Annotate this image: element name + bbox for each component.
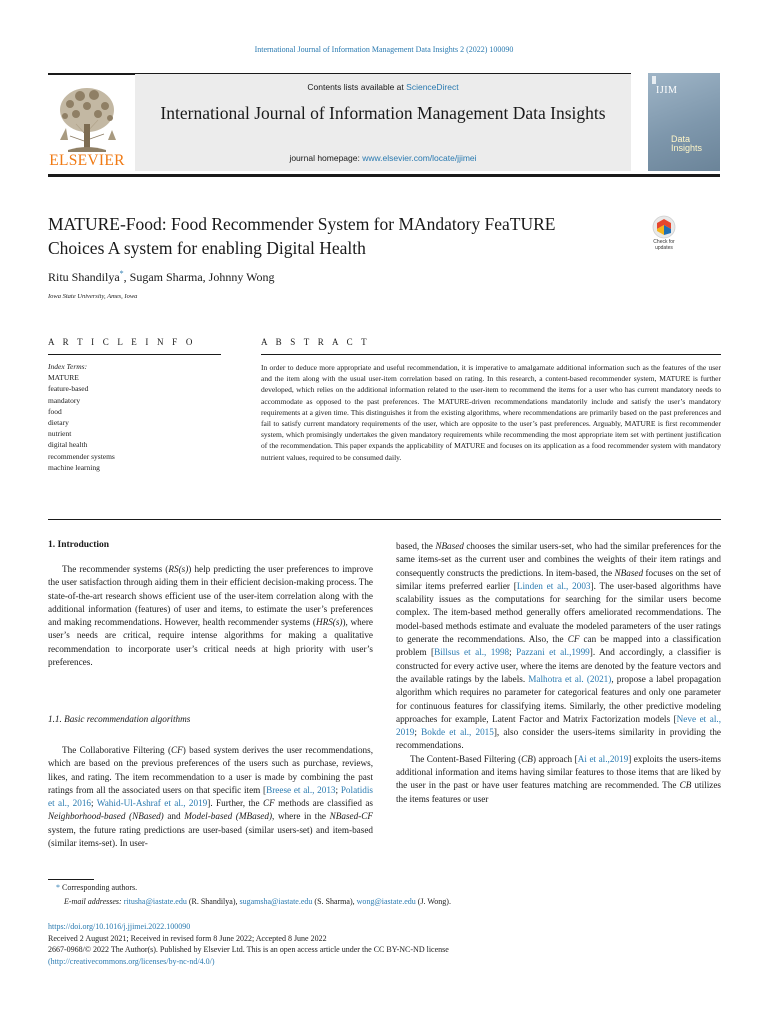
ref-link[interactable]: Billsus et al., 1998	[434, 647, 510, 658]
email-link[interactable]: sugamsha@iastate.edu	[239, 897, 313, 906]
contents-prefix: Contents lists available at	[307, 82, 404, 92]
term-nbased: NBased	[614, 567, 644, 578]
article-info-rule	[48, 354, 221, 355]
cover-publisher-mark	[652, 76, 656, 84]
term-cf: CF	[171, 745, 183, 755]
corresponding-author-note	[56, 883, 137, 892]
text-run: ] exploits the users-items additional information and items having similar features to those items that are liked by the user in the past or have user features matching are recommended. The	[396, 753, 721, 791]
cover-title-line-2: Insights	[671, 143, 703, 153]
term-cb: CB	[521, 753, 533, 764]
text-run: chooses the similar users-set, who had the similar preferences for the same items-set as the current user and combines the weights of their item ratings and consequently constructs the predictions. In item-based, the	[396, 541, 721, 578]
cf-paragraph: The Collaborative Filtering (CF) based system derives the user recommendations, which are based on the previous preferences of the users such as purchase, reviews, likes, and rating. The item recommendation to a user is made by combining the past ratings from all the associated users on that specific item [Breese et al., 2013; Polatidis et al., 2016; Wahid-Ul-Ashraf et al., 2019]. Further, the CF methods are classified as Neighborhood-based (NBased) and Model-based (MBased), where in the NBased-CF system, the future rating predictions are user-based (similar users-set) and item-based (similar items-set). In user-	[48, 745, 374, 849]
term-nbased: Neighborhood-based (NBased)	[48, 811, 164, 822]
keyword-list	[48, 361, 115, 473]
author-list: Ritu Shandilya*, Sugam Sharma, Johnny Wong	[48, 269, 275, 284]
sciencedirect-link[interactable]: ScienceDirect	[406, 82, 459, 92]
journal-homepage-line	[135, 153, 631, 163]
email-link[interactable]: wong@iastate.edu	[356, 897, 416, 906]
badge-line-1: Check for	[653, 239, 675, 245]
text-run: , where in the	[272, 811, 330, 822]
text-run: ]. Further, the	[207, 798, 263, 809]
article-title: MATURE-Food: Food Recommender System for MAndatory FeaTURE Choices A system for enabling Digital Health	[48, 214, 556, 258]
ref-link[interactable]: Polatidis et al., 2016	[48, 784, 373, 809]
introduction-heading: 1. Introduction	[48, 540, 110, 550]
keyword-item: machine learning	[48, 462, 100, 472]
term-cf: CF	[263, 798, 275, 809]
text-run: ), where user’s needs are critical, require intense algorithms for making a qualitative recommendation to incorporate user’s critical needs at high priority with user’s preferences.	[48, 617, 373, 668]
keyword-item: nutrient	[48, 429, 72, 439]
text-run: system, the future rating predictions are user-based (similar users-set) and item-based (similar items-set). In user-	[48, 824, 373, 849]
author-name: Ritu Shandilya	[48, 270, 120, 284]
author-name: Johnny Wong	[208, 270, 275, 284]
author-name: Sugam Sharma	[129, 270, 203, 284]
masthead-bottom-rule	[48, 174, 720, 177]
footnote-rule	[48, 879, 94, 880]
text-run: The Content-Based Filtering (	[410, 753, 522, 764]
text-run: focuses on the set of similar items preferred earlier [	[396, 567, 721, 591]
term-nbased: NBased	[435, 541, 464, 551]
journal-title: International Journal of Information Management Data Insights	[160, 103, 606, 123]
text-run: ) help predicting the user preferences to improve the user satisfaction through aiding them in their efficient decision-making process. The state-of-the-art research shows efficient use of the user-item correlation along with the additional information (features) of user and items, to estimate the user’s preferences and making recommendations. However, health recommender systems (	[48, 564, 373, 628]
keyword-item: digital health	[48, 440, 88, 450]
term-hrs: HRS(s)	[315, 617, 343, 628]
index-terms-label: Index Terms:	[48, 362, 88, 371]
ref-link[interactable]: Bokde et al., 2015	[421, 727, 494, 738]
keyword-item: recommender systems	[48, 451, 115, 461]
abstract-heading: A B S T R A C T	[261, 337, 370, 347]
subsection-heading: 1.1. Basic recommendation algorithms	[48, 714, 191, 724]
footnote-mark: *	[56, 883, 60, 892]
text-run: ) based system derives the user recommendations, which are based on the previous preferences of the users such as purchase, reviews, likes, and rating. The item recommendation to a user is made by combining the past ratings from all the associated users on that specific item [	[48, 745, 374, 795]
publication-details	[48, 921, 449, 967]
author-affiliation: Iowa State University, Ames, Iowa	[48, 293, 138, 300]
keyword-item: feature-based	[48, 384, 89, 394]
text-run: The Collaborative Filtering (	[62, 745, 172, 755]
term-cb: CB	[679, 780, 692, 791]
email-addresses	[64, 897, 451, 906]
badge-line-2: updates	[655, 244, 673, 251]
contents-available-line	[135, 82, 631, 92]
doi-link[interactable]: https://doi.org/10.1016/j.jjimei.2022.100090	[48, 922, 191, 931]
text-run: ]. And accordingly, a classifier is constructed for every active user, where the items are denoted by the feature vectors and the available ratings by the labels.	[396, 647, 721, 684]
journal-homepage-link[interactable]: www.elsevier.com/locate/jjimei	[362, 153, 477, 163]
text-run: ], also consider the users-items similarity in providing the recommendations.	[396, 727, 721, 751]
cover-title	[671, 135, 702, 153]
text-run: utilizes the items features or user	[396, 780, 721, 804]
article-info-heading: A R T I C L E I N F O	[48, 337, 196, 347]
email-owner: (S. Sharma),	[312, 897, 357, 906]
text-run: , propose a label propagation algorithm which requires no parameter for categorical features and only one parameter for continuous features for classifying items. Similarly, the other predictive modeling approaches for example, Latent Factor and Matrix Factorization models [	[396, 673, 721, 724]
email-link[interactable]: ritusha@iastate.edu	[123, 897, 187, 906]
ref-link[interactable]: Neve et al., 2019	[396, 713, 721, 738]
license-text: 2667-0968/© 2022 The Author(s). Published by Elsevier Ltd. This is an open access article under the CC BY-NC-ND license	[48, 945, 449, 954]
text-run: ]. The user-based algorithms have scalability issues as the computations for searching for the similar users become complex. The item-based method generally offers ameliorated recommendations. The model-based methods estimate and evaluate the modeled parameters of the user ratings to generate the recommendations. Also, the	[396, 580, 721, 645]
abstract-rule	[261, 354, 721, 355]
text-run: The recommender systems (	[62, 564, 169, 574]
text-run: based, the	[396, 541, 436, 551]
term-rs: RS(s)	[168, 564, 189, 574]
ref-link[interactable]: Wahid-Ul-Ashraf et al., 2019	[96, 798, 208, 809]
ref-link[interactable]: Pazzani et al.,1999	[516, 647, 590, 658]
check-for-updates-icon[interactable]	[648, 215, 680, 259]
introduction-paragraph	[48, 563, 373, 669]
ref-link[interactable]: Linden et al., 2003	[516, 580, 591, 591]
ref-link[interactable]: Malhotra et al. (2021)	[528, 673, 612, 684]
cover-title-line-1: Data	[671, 134, 691, 144]
abstract-text: In order to deduce more appropriate and useful recommendation, it is imperative to amalgamate additional information such as the features of the user and the item along with the usual user-item correlation based on rating. In this research, a content-based recommender system, MATURE is further developed, which relies on the additional information related to the user-item to recommend the items for a user who has current mandatory needs to accommodate as opposed to the past preferences. The MATURE-driven recommendations mandatorily include and satisfy the user’s mandatory requirements at a given time. This distinguishes it from the existing algorithms, where recommendations are primarily based on the past preferences and fail to satisfy current mandatory requirements of the user, which are opposite to the user’s past preferences. Arguably, MATURE is first recommender system, which promisingly undertakes the given mandatory requirements while recommending the most appropriate item set with pertinent justification of the recommendation. This paper expands the applicability of MATURE and focuses on its application as a food recommender system with mandatory nutrient values, required to be consumed daily.	[261, 363, 721, 462]
corresponding-author-mark[interactable]: *	[119, 269, 124, 278]
term-cf: CF	[567, 634, 580, 645]
section-divider	[48, 519, 721, 520]
keyword-item: dietary	[48, 418, 69, 428]
cover-journal-code: IJIM	[656, 85, 678, 96]
ref-link[interactable]: Ai et al.,2019	[577, 753, 629, 764]
email-label: E-mail addresses:	[64, 897, 122, 906]
license-link[interactable]: (http://creativecommons.org/licenses/by-nc-nd/4.0/)	[48, 956, 215, 966]
keyword-item: mandatory	[48, 395, 81, 405]
term-nbased-cf: NBased-CF	[329, 811, 373, 822]
homepage-prefix: journal homepage:	[289, 153, 360, 163]
email-owner: (J. Wong).	[415, 897, 451, 906]
journal-citation-link[interactable]: International Journal of Information Management Data Insights 2 (2022) 100090	[254, 45, 514, 54]
text-run: and	[163, 811, 185, 822]
received-dates: Received 2 August 2021; Received in revised form 8 June 2022; Accepted 8 June 2022	[48, 933, 327, 943]
corresponding-text: Corresponding authors.	[62, 883, 138, 892]
text-run: methods are classified as	[274, 798, 374, 809]
keyword-item: MATURE	[48, 373, 79, 383]
check-for-updates-label	[645, 240, 683, 251]
ref-link[interactable]: Breese et al., 2013	[266, 784, 336, 795]
text-run: can be mapped into a classification problem [	[396, 634, 721, 658]
text-run: ) approach [	[532, 753, 578, 764]
email-owner: (R. Shandilya),	[186, 897, 240, 906]
keyword-item: food	[48, 406, 62, 416]
right-column-text: based, the NBased chooses the similar users-set, who had the similar preferences for the same items-set as the current user and combines the weights of their item ratings and consequently constructs the predictions. In item-based, the NBased focuses on the set of similar items preferred earlier [Linden et al., 2003]. The user-based algorithms have scalability issues as the computations for searching for the similar users become complex. The item-based method generally offers ameliorated recommendations. The model-based methods estimate and evaluate the modeled parameters of the user ratings to generate the recommendations. Also, the CF can be mapped into a classification problem [Billsus et al., 1998; Pazzani et al.,1999]. And accordingly, a classifier is constructed for every active user, where the items are denoted by the feature vectors and the available ratings by the labels. Malhotra et al. (2021), propose a label propagation algorithm which requires no parameter for categorical features and only one parameter for continuous features for classifying items. Similarly, the other predictive modeling approaches for example, Latent Factor and Matrix Factorization models [Neve et al., 2019; Bokde et al., 2015], also consider the users-items similarity in providing the recommendations. The Content-Based Filtering (CB) approach [Ai et al.,2019] exploits the users-items additional information and items having similar features to those items that are liked by the user in the past or have user features matching are recommended. The CB utilizes the items features or user	[396, 541, 721, 804]
term-mbased: Model-based (MBased)	[184, 811, 273, 822]
publisher-wordmark: ELSEVIER	[49, 152, 125, 169]
